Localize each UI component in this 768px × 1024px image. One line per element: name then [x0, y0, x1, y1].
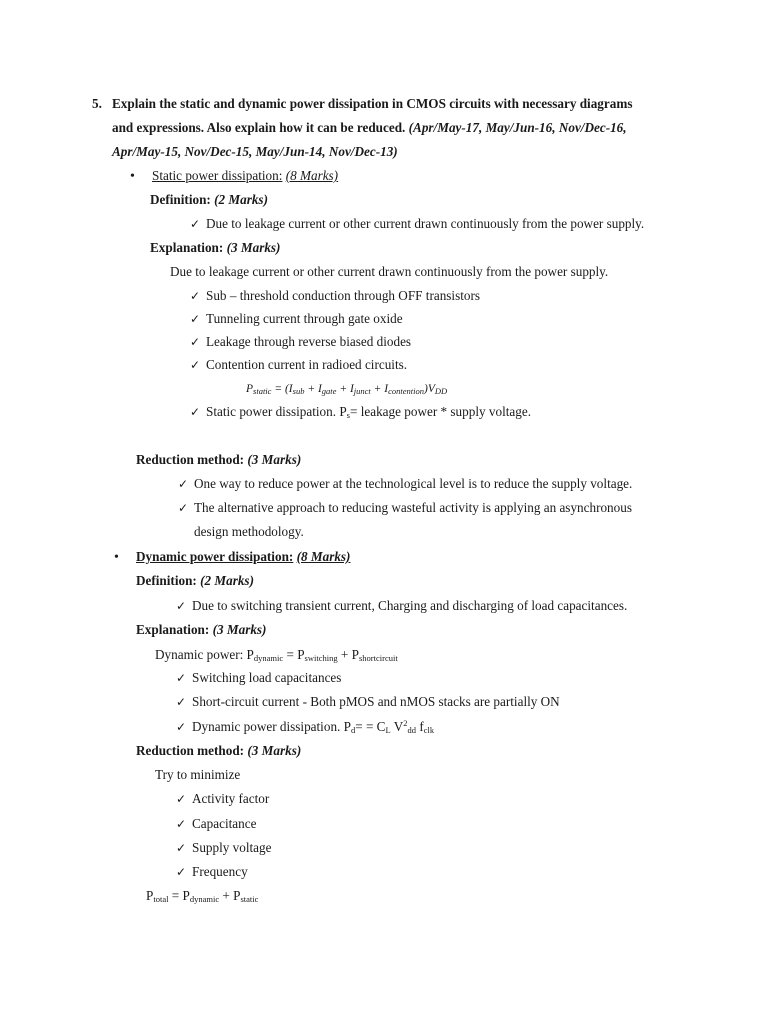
- check-icon: ✓: [190, 289, 201, 303]
- static-reduction-label: Reduction method: (3 Marks): [136, 452, 302, 467]
- list-item: ✓ The alternative approach to reducing wasteful activity is applying an asynchronous: [178, 500, 632, 515]
- check-icon: ✓: [176, 865, 187, 879]
- dynamic-reduction-label: Reduction method: (3 Marks): [136, 743, 302, 758]
- check-icon: ✓: [176, 671, 187, 685]
- list-item: ✓ Static power dissipation. $P_s=$ leakage power * supply voltage.: [190, 404, 532, 420]
- static-definition-item: ✓ Due to leakage current or other current drawn continuously from the power supply.: [190, 216, 645, 231]
- check-icon: ✓: [176, 841, 187, 855]
- list-item: ✓ Activity factor: [176, 791, 270, 806]
- minimize-text: Try to minimize: [155, 767, 241, 782]
- static-explanation-label: Explanation: (3 Marks): [150, 240, 281, 255]
- check-icon: ✓: [190, 405, 201, 419]
- question-dates: (Apr/May-17, May/Jun-16, Nov/Dec-16,: [408, 120, 627, 135]
- check-icon: ✓: [190, 358, 201, 372]
- list-item: ✓ Frequency: [176, 864, 248, 879]
- question-number: 5.: [92, 96, 102, 111]
- check-icon: ✓: [176, 695, 187, 709]
- question-line-2: [112, 120, 627, 136]
- check-icon: ✓: [178, 501, 189, 515]
- check-icon: ✓: [176, 720, 187, 734]
- static-heading-marks: (8 Marks): [285, 168, 339, 183]
- dynamic-definition-label: Definition: (2 Marks): [136, 573, 254, 588]
- list-item: ✓ One way to reduce power at the technological level is to reduce the supply voltage.: [178, 476, 633, 491]
- static-power-formula: $P_{static} = (I_{sub} + I_{gate} + I_{junct} + I_{contention})V_{DD}$: [246, 383, 448, 396]
- check-icon: ✓: [176, 792, 187, 806]
- list-item: ✓ Leakage through reverse biased diodes: [190, 334, 412, 349]
- question-line-1: Explain the static and dynamic power dissipation in CMOS circuits with necessary diagrams: [112, 96, 633, 111]
- static-heading: [130, 168, 338, 185]
- list-item: ✓ Supply voltage: [176, 840, 272, 855]
- question-line-3: Apr/May-15, Nov/Dec-15, May/Jun-14, Nov/Dec-13): [112, 144, 398, 159]
- dynamic-definition-item: ✓ Due to switching transient current, Charging and discharging of load capacitances.: [176, 598, 628, 613]
- check-icon: ✓: [178, 477, 189, 491]
- list-item: ✓ Dynamic power dissipation. $P_d= = C_L$ $V^2_{dd}$ $f_{clk}$: [176, 718, 435, 735]
- dynamic-heading-label: Dynamic power dissipation:: [136, 549, 294, 564]
- check-icon: ✓: [190, 335, 201, 349]
- question-text: and expressions. Also explain how it can be reduced.: [112, 120, 406, 135]
- static-definition-label: Definition: (2 Marks): [150, 192, 268, 207]
- dynamic-explanation-label: Explanation: (3 Marks): [136, 622, 267, 637]
- check-icon: ✓: [176, 817, 187, 831]
- list-item: ✓ Sub – threshold conduction through OFF transistors: [190, 288, 481, 303]
- check-icon: ✓: [176, 599, 187, 613]
- total-power-formula: $P_{total} = P_{dynamic} + P_{static}$: [146, 888, 259, 904]
- bullet-icon: •: [114, 550, 119, 565]
- list-item: ✓ Contention current in radioed circuits.: [190, 357, 408, 372]
- list-item: ✓ Short-circuit current - Both pMOS and nMOS stacks are partially ON: [176, 694, 560, 709]
- check-icon: ✓: [190, 217, 201, 231]
- dynamic-power-formula: Dynamic power: $P_{dynamic} = P_{switching} + P_{shortcircuit}$: [155, 647, 398, 663]
- static-heading-label: Static power dissipation:: [152, 168, 283, 183]
- list-item: ✓ Switching load capacitances: [176, 670, 342, 685]
- check-icon: ✓: [190, 312, 201, 326]
- static-explanation-text: Due to leakage current or other current drawn continuously from the power supply.: [170, 264, 609, 279]
- bullet-icon: •: [130, 169, 135, 184]
- list-item: ✓ Capacitance: [176, 816, 257, 831]
- dynamic-heading-marks: (8 Marks): [296, 549, 351, 564]
- dynamic-heading: [114, 549, 350, 566]
- list-item-continuation: design methodology.: [194, 524, 304, 539]
- list-item: ✓ Tunneling current through gate oxide: [190, 311, 403, 326]
